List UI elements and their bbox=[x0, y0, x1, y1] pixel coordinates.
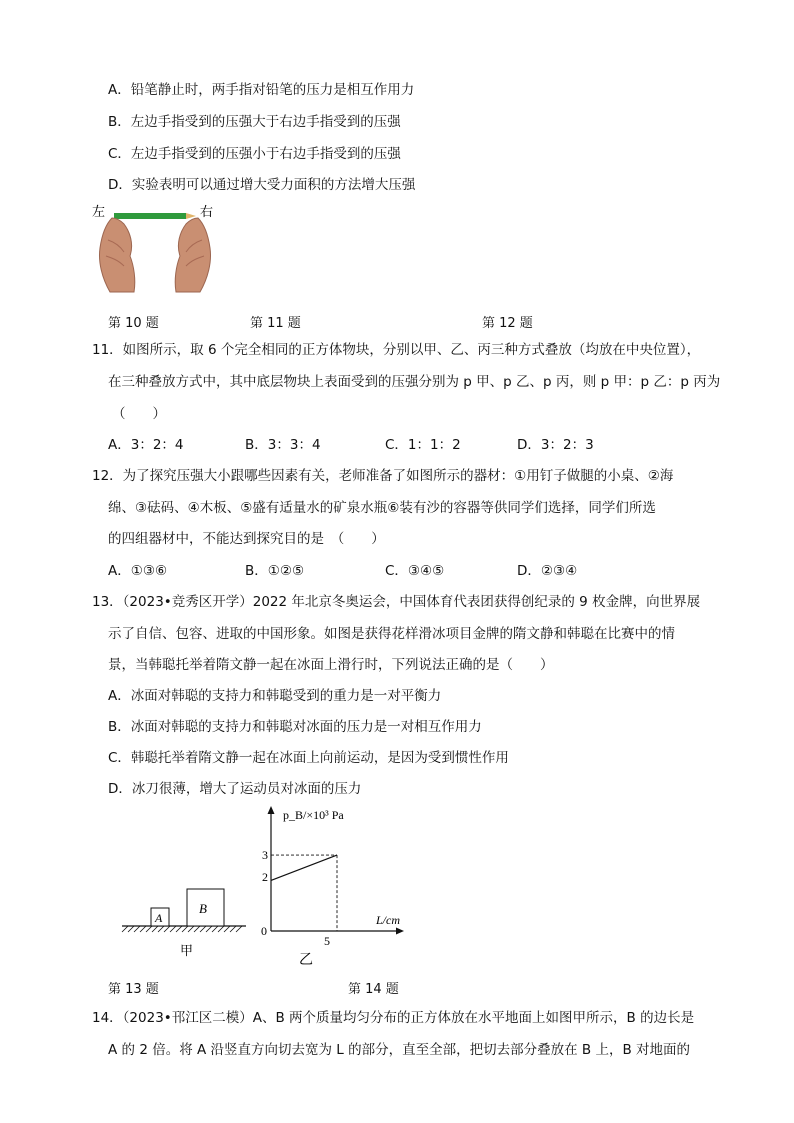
q12-stem-line3: 的四组器材中，不能达到探究目的是 （ ） bbox=[108, 531, 385, 547]
q12-option-a: A．①③⑥ bbox=[108, 563, 168, 579]
q11-option-a: A．3：2：4 bbox=[108, 437, 184, 453]
q13-stem-line2: 示了自信、包容、进取的中国形象。如图是获得花样滑冰项目金牌的隋文静和韩聪在比赛中的情 bbox=[108, 626, 675, 642]
q10-option-a: A．铅笔静止时，两手指对铅笔的压力是相互作用力 bbox=[108, 82, 415, 98]
q11-stem-line1: 11．如图所示，取 6 个完全相同的正方体物块，分别以甲、乙、丙三种方式叠放（均放在中央位置）， bbox=[92, 342, 701, 358]
pencil-fingers-figure bbox=[90, 200, 220, 300]
q11-option-d: D．3：2：3 bbox=[517, 437, 594, 453]
q12-stem-line2: 绵、③砝码、④木板、⑤盛有适量水的矿泉水瓶⑥装有沙的容器等供同学们选择，同学们所选 bbox=[108, 500, 656, 516]
q14-stem-line1: 14．（2023•邗江区二模）A、B 两个质量均匀分布的正方体放在水平地面上如图甲所示，B 的边长是 bbox=[92, 1010, 695, 1026]
q11-option-b: B．3：3：4 bbox=[245, 437, 321, 453]
ground bbox=[122, 926, 246, 932]
q12-option-c: C．③④⑤ bbox=[385, 563, 445, 579]
q12-option-d: D．②③④ bbox=[517, 563, 578, 579]
q13-stem-line1: 13．（2023•竞秀区开学）2022 年北京冬奥运会，中国体育代表团获得创纪录的 9 枚金牌，向世界展 bbox=[92, 594, 701, 610]
left-label: 左 bbox=[92, 204, 106, 219]
q11-stem-line2: 在三种叠放方式中，其中底层物块上表面受到的压强分别为 p 甲、p 乙、p 丙，则 p 甲：p 乙：p 丙为 bbox=[108, 374, 721, 390]
x-axis-label: L/cm bbox=[376, 913, 400, 927]
y-tick-3: 3 bbox=[262, 848, 268, 862]
q13-option-d: D．冰刀很薄，增大了运动员对冰面的压力 bbox=[108, 781, 362, 797]
caption-q14: 第 14 题 bbox=[348, 982, 399, 997]
q10-option-d: D．实验表明可以通过增大受力面积的方法增大压强 bbox=[108, 177, 416, 193]
left-hand bbox=[99, 218, 134, 292]
x-tick-5: 5 bbox=[324, 934, 330, 948]
pencil-body bbox=[114, 213, 186, 219]
q13-stem-line3: 景，当韩聪托举着隋文静一起在冰面上滑行时，下列说法正确的是（ ） bbox=[108, 657, 554, 673]
q11-option-c: C．1：1：2 bbox=[385, 437, 461, 453]
origin-label: 0 bbox=[261, 924, 267, 938]
caption-q13: 第 13 题 bbox=[108, 982, 159, 997]
data-line bbox=[271, 855, 337, 880]
q14-figure bbox=[110, 800, 420, 970]
block-b-label: B bbox=[199, 901, 207, 916]
q11-stem-line3: （ ） bbox=[112, 406, 166, 422]
caption-q11: 第 11 题 bbox=[250, 316, 301, 331]
q13-option-b: B．冰面对韩聪的支持力和韩聪对冰面的压力是一对相互作用力 bbox=[108, 719, 482, 735]
caption-q12: 第 12 题 bbox=[482, 316, 533, 331]
q13-option-a: A．冰面对韩聪的支持力和韩聪受到的重力是一对平衡力 bbox=[108, 688, 442, 704]
q13-option-c: C．韩聪托举着隋文静一起在冰面上向前运动，是因为受到惯性作用 bbox=[108, 750, 509, 766]
block-a-label: A bbox=[155, 911, 163, 925]
q12-stem-line1: 12．为了探究压强大小跟哪些因素有关，老师准备了如图所示的器材：①用钉子做腿的小桌、②海 bbox=[92, 468, 674, 484]
q12-option-b: B．①②⑤ bbox=[245, 563, 305, 579]
q14-stem-line2: A 的 2 倍。将 A 沿竖直方向切去宽为 L 的部分，直至全部，把切去部分叠放在 B 上，B 对地面的 bbox=[108, 1042, 691, 1058]
q10-option-b: B．左边手指受到的压强大于右边手指受到的压强 bbox=[108, 114, 401, 130]
y-tick-2: 2 bbox=[262, 870, 268, 884]
caption-q10: 第 10 题 bbox=[108, 316, 159, 331]
caption-jia: 甲 bbox=[180, 943, 194, 958]
right-hand bbox=[175, 218, 210, 292]
y-axis-label: p_B/×10³ Pa bbox=[283, 808, 344, 822]
right-label: 右 bbox=[200, 204, 214, 219]
caption-yi: 乙 bbox=[299, 953, 313, 968]
q10-option-c: C．左边手指受到的压强小于右边手指受到的压强 bbox=[108, 146, 401, 162]
